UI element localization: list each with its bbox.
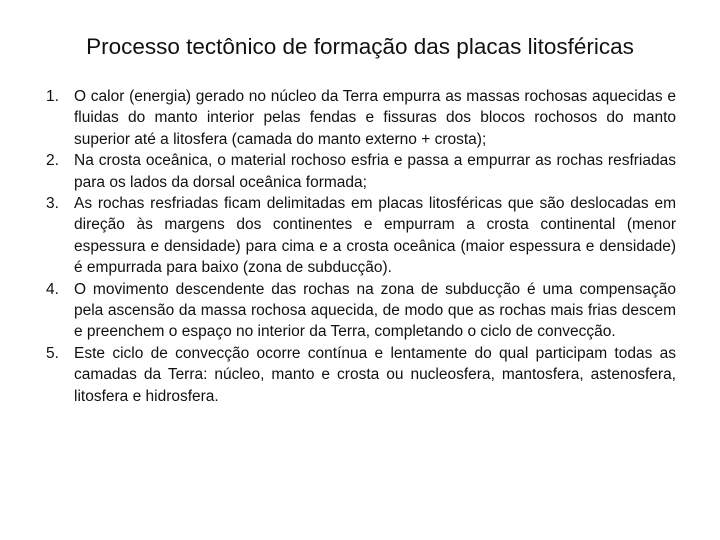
- numbered-list: [46, 86, 676, 407]
- list-item: [46, 279, 676, 343]
- list-item-text: O movimento descendente das rochas na zona de subducção é uma compensação pela ascensão da massa rochosa aquecida, de modo que as rochas mais frias descem e preenchem o espaço no interior da Terra, completando o ciclo de convecção.: [74, 280, 676, 341]
- list-item-text: Este ciclo de convecção ocorre contínua e lentamente do qual participam todas as camadas da Terra: núcleo, manto e crosta ou nucleosfera, mantosfera, astenosfera, litosfera e hidrosfera.: [74, 344, 676, 405]
- list-item: [46, 86, 676, 150]
- list-item-number: 5.: [46, 344, 59, 362]
- list-item-number: 2.: [46, 152, 59, 170]
- list-item-text: As rochas resfriadas ficam delimitadas em placas litosféricas que são deslocadas em direção às margens dos continentes e empurram a crosta continental (menor espessura e densidade) para cima e a crosta oceânica (maior espessura e densidade) é empurrada para baixo (zona de subducção).: [74, 195, 676, 277]
- list-item-text: O calor (energia) gerado no núcleo da Terra empurra as massas rochosas aquecidas e fluidas do manto interior pelas fendas e fissuras dos blocos rochosos do manto superior até a litosfera (camada do manto externo + crosta);: [74, 88, 676, 148]
- list-item-number: 4.: [46, 280, 59, 298]
- list-item-text: Na crosta oceânica, o material rochoso esfria e passa a empurrar as rochas resfriadas para os lados da dorsal oceânica formada;: [74, 152, 676, 191]
- slide-title: Processo tectônico de formação das placas litosféricas: [86, 34, 634, 59]
- list-item-number: 3.: [46, 195, 59, 213]
- list-item: [46, 193, 676, 279]
- list-item: [46, 150, 676, 193]
- list-item-number: 1.: [46, 88, 59, 105]
- list-item: [46, 343, 676, 407]
